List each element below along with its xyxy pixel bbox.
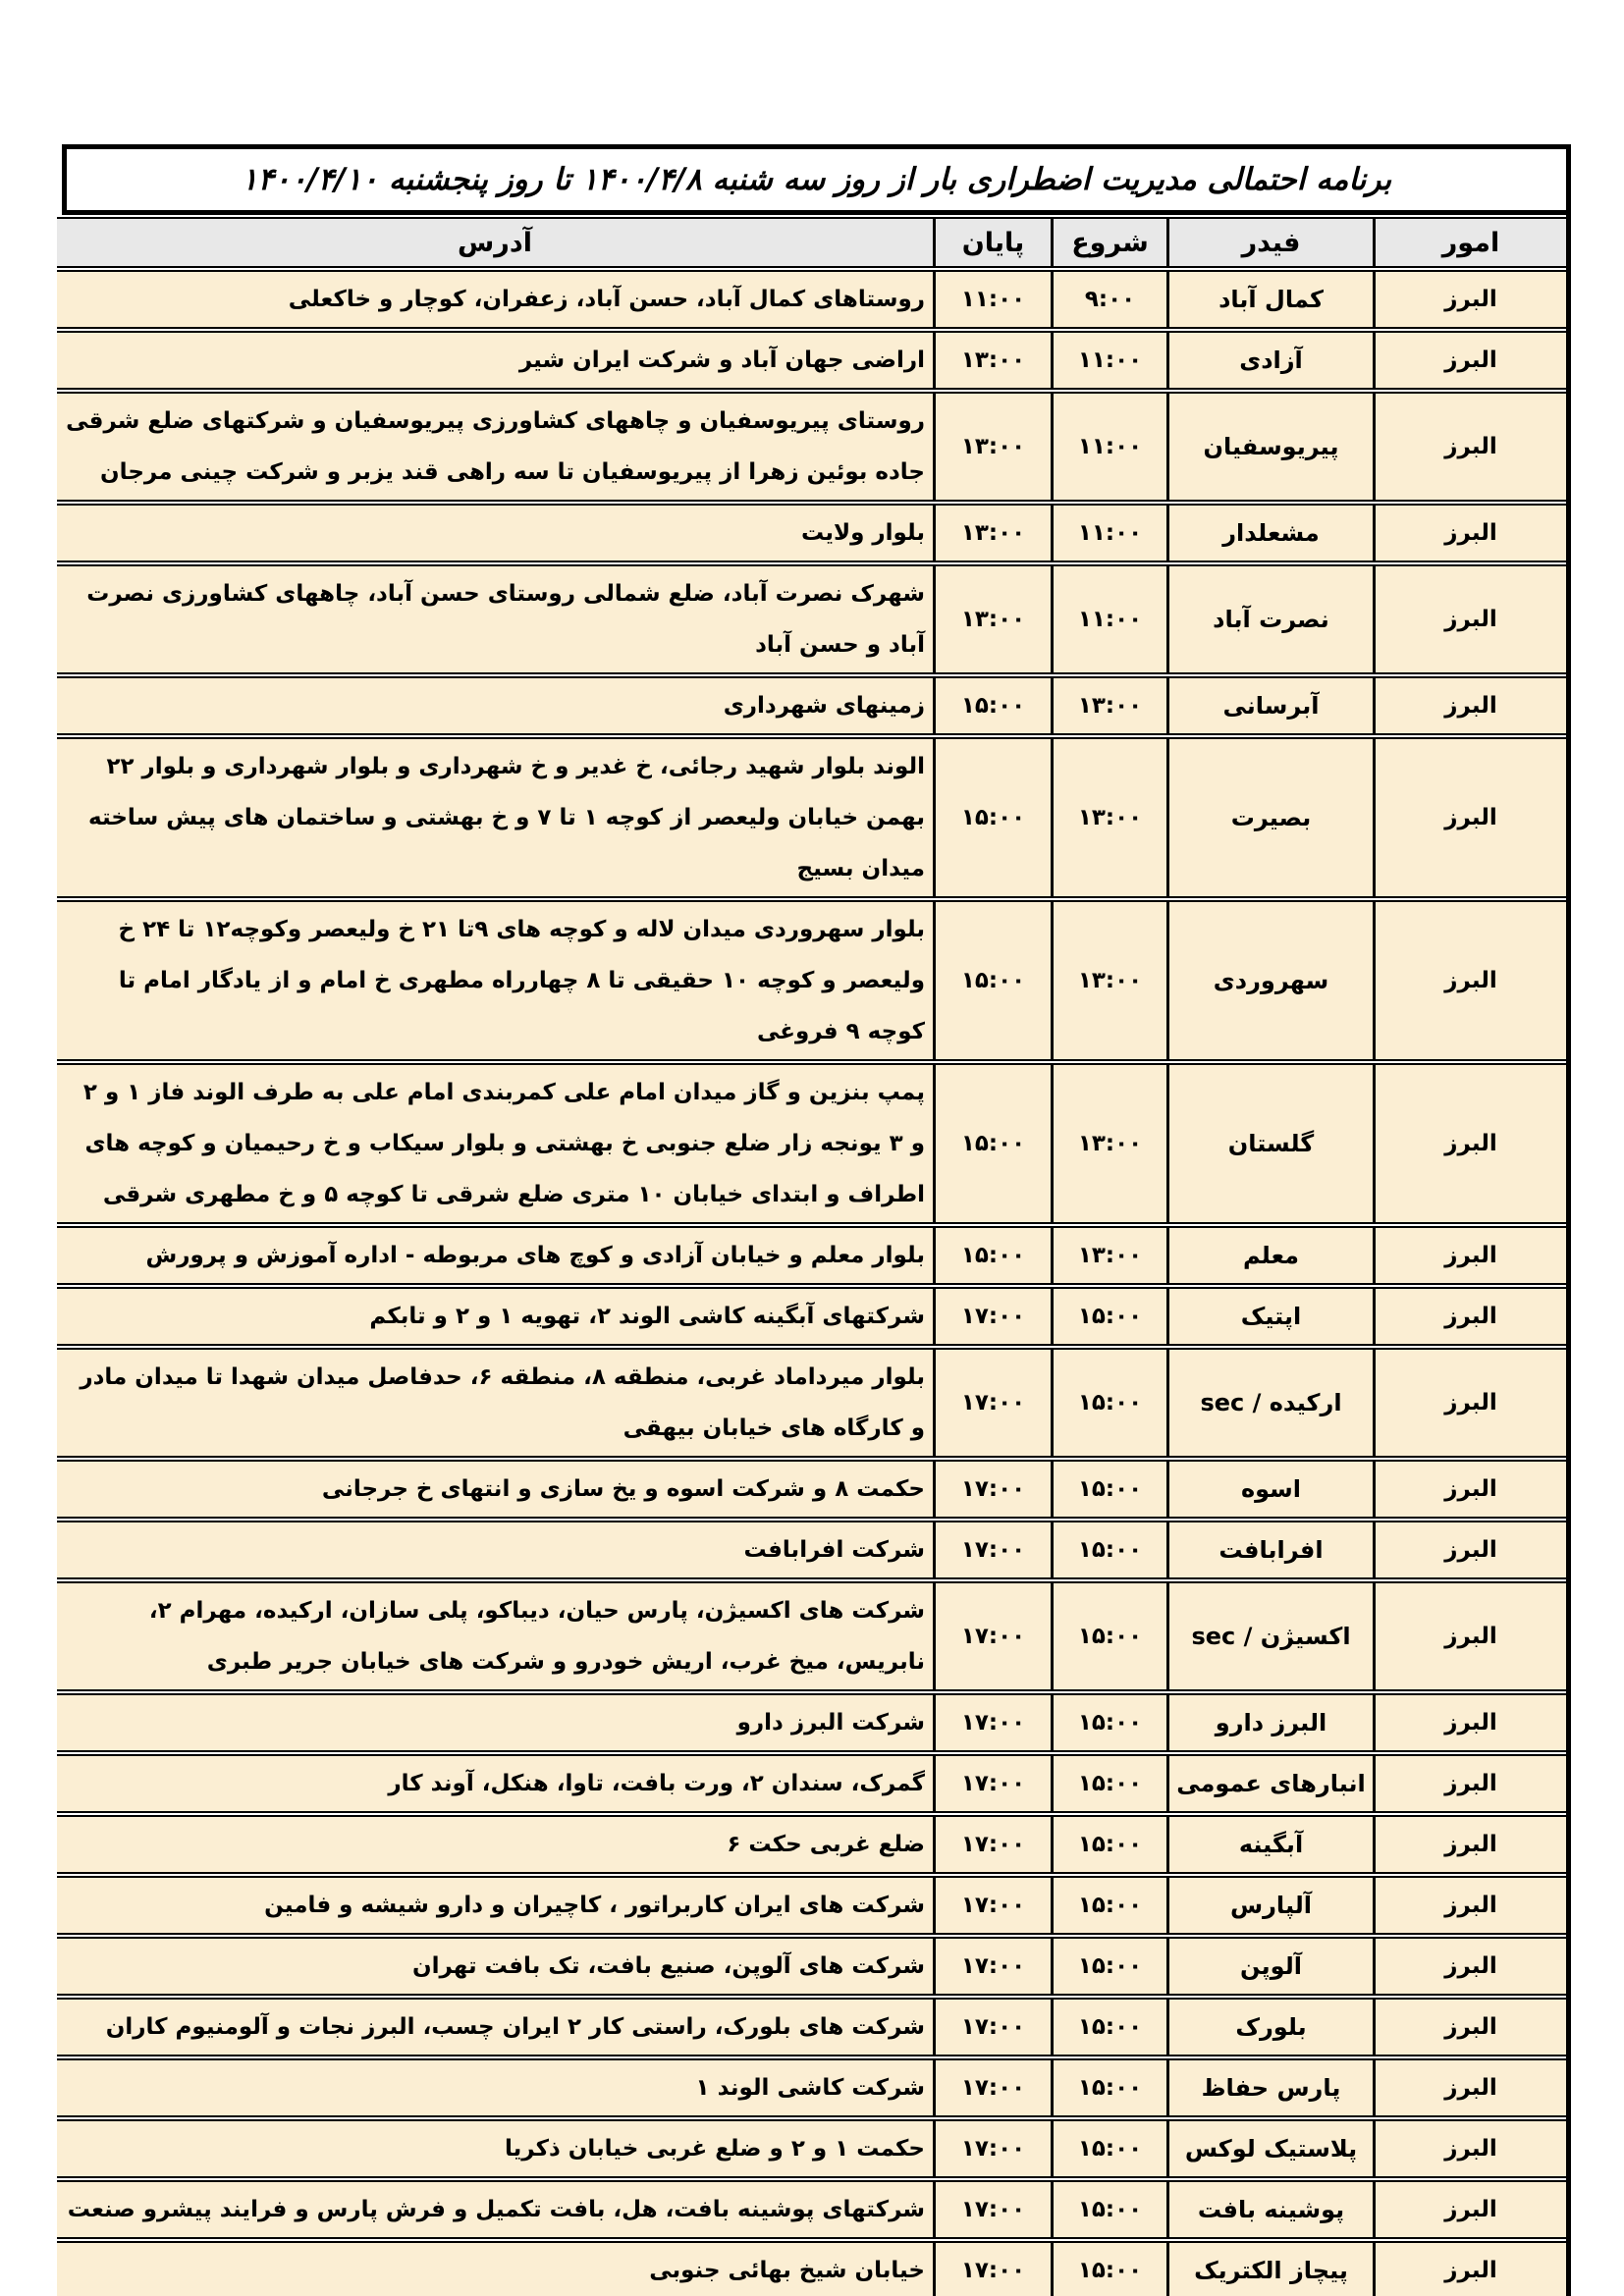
cell-affairs: البرز [1373,1998,1566,2056]
column-header-feeder: فیدر [1166,217,1373,268]
cell-feeder: کمال آباد [1166,270,1373,329]
cell-address: شرکت های اکسیژن، پارس حیان، دیباکو، پلی سازان، ارکیده، مهرام ۲، نابریس، میخ غرب، اریش خودرو و شرکت های خیابان جریر طبری [57,1581,933,1691]
cell-address: گمرک، سندان ۲، ورت بافت، تاوا، هنکل، آوند کار [57,1754,933,1813]
cell-end-time: ۱۷:۰۰ [933,1998,1051,2056]
table-row [57,1521,1566,1579]
table-row [57,1998,1566,2056]
cell-address: شرکت های ایران کاربراتور ، کاچیران و دارو شیشه و فامین [57,1876,933,1935]
cell-feeder: بلورک [1166,1998,1373,2056]
cell-start-time: ۱۱:۰۰ [1051,564,1166,674]
cell-address: بلوار معلم و خیابان آزادی و کوچ های مربوطه - اداره آموزش و پرورش [57,1226,933,1285]
cell-end-time: ۱۳:۰۰ [933,331,1051,390]
cell-feeder: آبرسانی [1166,676,1373,735]
table-row [57,900,1566,1061]
table-row [57,1226,1566,1285]
cell-end-time: ۱۷:۰۰ [933,1287,1051,1346]
cell-address: روستای پیریوسفیان و چاههای کشاورزی پیریوسفیان و شرکتهای ضلع شرقی جاده بوئین زهرا از پیریوسفیان تا سه راهی قند یزبر و شرکت چینی مرجان [57,392,933,502]
table-row [57,1348,1566,1458]
cell-end-time: ۱۷:۰۰ [933,1937,1051,1996]
cell-end-time: ۱۵:۰۰ [933,737,1051,898]
cell-start-time: ۱۳:۰۰ [1051,1063,1166,1224]
cell-affairs: البرز [1373,504,1566,562]
column-header-start: شروع [1051,217,1166,268]
cell-start-time: ۱۵:۰۰ [1051,2241,1166,2296]
cell-feeder: پلاستیک لوکس [1166,2119,1373,2178]
cell-end-time: ۱۳:۰۰ [933,392,1051,502]
cell-affairs: البرز [1373,2058,1566,2117]
cell-end-time: ۱۵:۰۰ [933,900,1051,1061]
cell-address: الوند بلوار شهید رجائی، خ غدیر و خ شهرداری و بلوار شهرداری و بلوار ۲۲ بهمن خیابان ولیعصر از کوچه ۱ تا ۷ و خ بهشتی و ساختمان های پیش ساخته میدان بسیج [57,737,933,898]
cell-affairs: البرز [1373,1460,1566,1519]
cell-feeder: آلپارس [1166,1876,1373,1935]
cell-affairs: البرز [1373,1226,1566,1285]
cell-start-time: ۱۵:۰۰ [1051,1876,1166,1935]
table-row [57,564,1566,674]
cell-end-time: ۱۷:۰۰ [933,1815,1051,1874]
cell-end-time: ۱۷:۰۰ [933,1348,1051,1458]
table-row [57,1937,1566,1996]
cell-end-time: ۱۵:۰۰ [933,676,1051,735]
cell-start-time: ۹:۰۰ [1051,270,1166,329]
cell-feeder: اسوه [1166,1460,1373,1519]
cell-feeder: ارکیده / sec [1166,1348,1373,1458]
cell-start-time: ۱۳:۰۰ [1051,900,1166,1061]
cell-address: شرکت البرز دارو [57,1693,933,1752]
cell-start-time: ۱۵:۰۰ [1051,2119,1166,2178]
cell-address: شرکت کاشی الوند ۱ [57,2058,933,2117]
cell-end-time: ۱۵:۰۰ [933,1063,1051,1224]
cell-start-time: ۱۵:۰۰ [1051,1460,1166,1519]
cell-start-time: ۱۱:۰۰ [1051,504,1166,562]
cell-feeder: البرز دارو [1166,1693,1373,1752]
cell-start-time: ۱۵:۰۰ [1051,1693,1166,1752]
cell-feeder: اپتیک [1166,1287,1373,1346]
cell-start-time: ۱۵:۰۰ [1051,2180,1166,2239]
document-title: برنامه احتمالی مدیریت اضطراری بار از روز سه شنبه ۱۴۰۰/۴/۸ تا روز پنجشنبه ۱۴۰۰/۴/۱۰ [67,149,1566,215]
cell-end-time: ۱۷:۰۰ [933,1460,1051,1519]
table-row [57,392,1566,502]
table-row [57,737,1566,898]
column-header-end: پایان [933,217,1051,268]
cell-affairs: البرز [1373,1063,1566,1224]
cell-affairs: البرز [1373,2119,1566,2178]
table-row [57,676,1566,735]
cell-address: ضلع غربی حکت ۶ [57,1815,933,1874]
cell-affairs: البرز [1373,331,1566,390]
cell-affairs: البرز [1373,1754,1566,1813]
column-header-affairs: امور [1373,217,1566,268]
cell-start-time: ۱۵:۰۰ [1051,1521,1166,1579]
cell-affairs: البرز [1373,1693,1566,1752]
cell-start-time: ۱۵:۰۰ [1051,1287,1166,1346]
cell-affairs: البرز [1373,1287,1566,1346]
table-row [57,2241,1566,2296]
table-row [57,1754,1566,1813]
cell-affairs: البرز [1373,270,1566,329]
cell-address: روستاهای کمال آباد، حسن آباد، زعفران، کوچار و خاکعلی [57,270,933,329]
cell-feeder: پارس حفاظ [1166,2058,1373,2117]
cell-address: حکمت ۸ و شرکت اسوه و یخ سازی و انتهای خ جرجانی [57,1460,933,1519]
table-row [57,331,1566,390]
cell-feeder: آلوپن [1166,1937,1373,1996]
cell-feeder: آزادی [1166,331,1373,390]
table-header-row [57,217,1566,268]
cell-feeder: انبارهای عمومی [1166,1754,1373,1813]
cell-start-time: ۱۱:۰۰ [1051,331,1166,390]
cell-start-time: ۱۳:۰۰ [1051,1226,1166,1285]
cell-address: شرکت های بلورک، راستی کار ۲ ایران چسب، البرز نجات و آلومنیوم کاران [57,1998,933,2056]
cell-address: زمینهای شهرداری [57,676,933,735]
cell-address: بلوار سهروردی میدان لاله و کوچه های ۹تا ۲۱ خ ولیعصر وکوچه۱۲ تا ۲۴ خ ولیعصر و کوچه ۱۰ حقیقی تا ۸ چهارراه مطهری خ امام و از یادگار امام تا کوچه ۹ فروغی [57,900,933,1061]
cell-affairs: البرز [1373,1876,1566,1935]
cell-end-time: ۱۷:۰۰ [933,1693,1051,1752]
table-row [57,1876,1566,1935]
cell-address: حکمت ۱ و ۲ و ضلع غربی خیابان ذکریا [57,2119,933,2178]
table-row [57,270,1566,329]
cell-feeder: مشعلدار [1166,504,1373,562]
cell-feeder: پوشینه بافت [1166,2180,1373,2239]
cell-affairs: البرز [1373,676,1566,735]
table-row [57,2180,1566,2239]
cell-end-time: ۱۷:۰۰ [933,2241,1051,2296]
table-row [57,1460,1566,1519]
cell-feeder: پیریوسفیان [1166,392,1373,502]
cell-start-time: ۱۵:۰۰ [1051,1998,1166,2056]
cell-feeder: نصرت آباد [1166,564,1373,674]
cell-affairs: البرز [1373,1581,1566,1691]
table-row [57,504,1566,562]
cell-feeder: افرابافت [1166,1521,1373,1579]
cell-start-time: ۱۵:۰۰ [1051,1581,1166,1691]
cell-affairs: البرز [1373,392,1566,502]
cell-affairs: البرز [1373,900,1566,1061]
cell-end-time: ۱۷:۰۰ [933,1521,1051,1579]
cell-affairs: البرز [1373,564,1566,674]
cell-start-time: ۱۵:۰۰ [1051,1815,1166,1874]
cell-affairs: البرز [1373,1937,1566,1996]
cell-feeder: بصیرت [1166,737,1373,898]
cell-end-time: ۱۷:۰۰ [933,2058,1051,2117]
column-header-address: آدرس [57,217,933,268]
cell-start-time: ۱۳:۰۰ [1051,676,1166,735]
cell-end-time: ۱۷:۰۰ [933,2180,1051,2239]
cell-address: اراضی جهان آباد و شرکت ایران شیر [57,331,933,390]
cell-affairs: البرز [1373,737,1566,898]
cell-address: شرکت افرابافت [57,1521,933,1579]
cell-feeder: گلستان [1166,1063,1373,1224]
table-body [57,270,1566,2296]
cell-address: شهرک نصرت آباد، ضلع شمالی روستای حسن آباد، چاههای کشاورزی نصرت آباد و حسن آباد [57,564,933,674]
cell-affairs: البرز [1373,1521,1566,1579]
cell-address: بلوار میرداماد غربی، منطقه ۸، منطقه ۶، حدفاصل میدان شهدا تا میدان مادر و کارگاه های خیابان بیهقی [57,1348,933,1458]
cell-end-time: ۱۷:۰۰ [933,1876,1051,1935]
cell-feeder: اکسیژن / sec [1166,1581,1373,1691]
cell-end-time: ۱۱:۰۰ [933,270,1051,329]
table-row [57,2058,1566,2117]
table-row [57,1693,1566,1752]
cell-address: خیابان شیخ بهائی جنوبی [57,2241,933,2296]
cell-affairs: البرز [1373,2180,1566,2239]
cell-start-time: ۱۵:۰۰ [1051,1754,1166,1813]
cell-end-time: ۱۷:۰۰ [933,2119,1051,2178]
cell-address: پمپ بنزین و گاز میدان امام علی کمربندی امام علی به طرف الوند فاز ۱ و ۲ و ۳ یونجه زار ضلع جنوبی خ بهشتی و بلوار سیکاب و خ رحیمیان و کوچه های اطراف و ابتدای خیابان ۱۰ متری ضلع شرقی تا کوچه ۵ و خ مطهری شرقی [57,1063,933,1224]
cell-end-time: ۱۷:۰۰ [933,1754,1051,1813]
cell-end-time: ۱۳:۰۰ [933,564,1051,674]
cell-feeder: معلم [1166,1226,1373,1285]
cell-start-time: ۱۵:۰۰ [1051,1937,1166,1996]
cell-address: بلوار ولایت [57,504,933,562]
table-row [57,1287,1566,1346]
table-row [57,2119,1566,2178]
cell-end-time: ۱۷:۰۰ [933,1581,1051,1691]
outage-schedule-document [62,144,1571,2296]
cell-affairs: البرز [1373,1815,1566,1874]
cell-end-time: ۱۵:۰۰ [933,1226,1051,1285]
cell-end-time: ۱۳:۰۰ [933,504,1051,562]
cell-start-time: ۱۵:۰۰ [1051,2058,1166,2117]
cell-feeder: پیچاز الکتریک [1166,2241,1373,2296]
cell-address: شرکت های آلوپن، صنیع بافت، تک بافت تهران [57,1937,933,1996]
cell-start-time: ۱۱:۰۰ [1051,392,1166,502]
cell-start-time: ۱۵:۰۰ [1051,1348,1166,1458]
cell-feeder: آبگینه [1166,1815,1373,1874]
cell-affairs: البرز [1373,2241,1566,2296]
cell-feeder: سهروردی [1166,900,1373,1061]
table-row [57,1063,1566,1224]
schedule-table [57,215,1566,2296]
cell-affairs: البرز [1373,1348,1566,1458]
cell-address: شرکتهای آبگینه کاشی الوند ۲، تهویه ۱ و ۲ و تابکم [57,1287,933,1346]
cell-start-time: ۱۳:۰۰ [1051,737,1166,898]
table-row [57,1581,1566,1691]
cell-address: شرکتهای پوشینه بافت، هل، بافت تکمیل و فرش پارس و فرایند پیشرو صنعت [57,2180,933,2239]
table-row [57,1815,1566,1874]
